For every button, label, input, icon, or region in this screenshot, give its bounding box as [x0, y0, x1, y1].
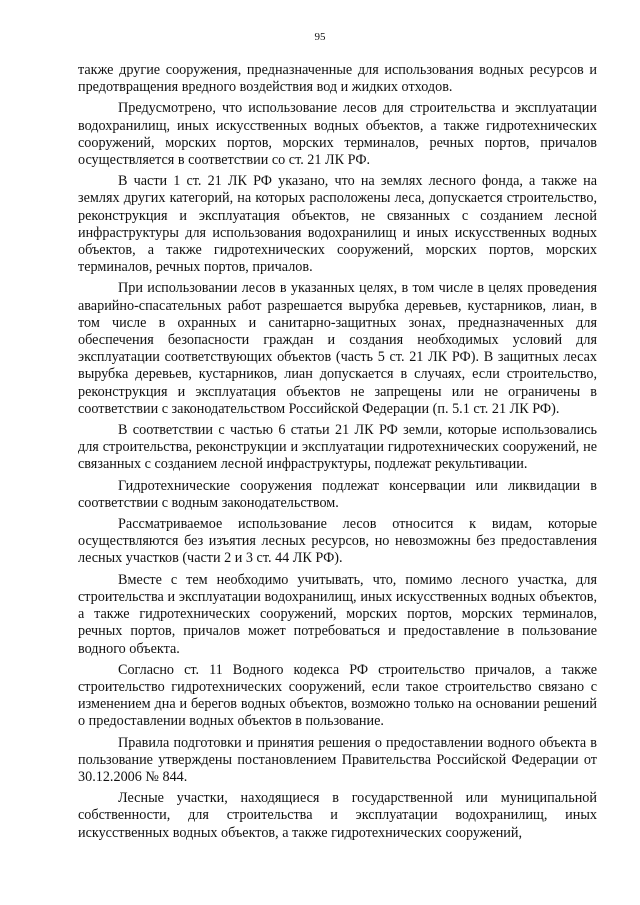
- page-number: 95: [314, 31, 326, 43]
- paragraph: Предусмотрено, что использование лесов для строительства и эксплуатации водохранилищ, иных искусственных водных объектов, а также гидротехнических сооружений, морских портов, морских терминалов, речных портов, причалов осуществляется в соответствии со ст. 21 ЛК РФ.: [78, 100, 597, 169]
- page-body: [78, 62, 597, 846]
- paragraph: Вместе с тем необходимо учитывать, что, помимо лесного участка, для строительства и эксплуатации водохранилищ, иных искусственных водных объектов, а также гидротехнических сооружений, морских портов, морских терминалов, речных портов, причалов может потребоваться и предоставление в пользование водного объекта.: [78, 571, 597, 657]
- paragraph: Рассматриваемое использование лесов относится к видам, которые осуществляются без изъятия лесных ресурсов, но невозможны без предоставления лесных участков (части 2 и 3 ст. 44 ЛК РФ).: [78, 516, 597, 567]
- paragraph: Лесные участки, находящиеся в государственной или муниципальной собственности, для строительства и эксплуатации водохранилищ, иных искусственных водных объектов, а также гидротехнических сооружений,: [78, 790, 597, 841]
- paragraph: Согласно ст. 11 Водного кодекса РФ строительство причалов, а также строительство гидротехнических сооружений, если такое строительство связано с изменением дна и берегов водных объектов, возможно только на основании решений о предоставлении водных объектов в пользование.: [78, 661, 597, 730]
- paragraph: При использовании лесов в указанных целях, в том числе в целях проведения аварийно-спасательных работ разрешается вырубка деревьев, кустарников, лиан, в том числе в охранных и санитарно-защитных зонах, предназначенных для обеспечения безопасности граждан и создания необходимых условий для эксплуатации соответствующих объектов (часть 5 ст. 21 ЛК РФ). В защитных лесах вырубка деревьев, кустарников, лиан допускается в случаях, если строительство, реконструкция и эксплуатация объектов не запрещены или не ограничены в соответствии с законодательством Российской Федерации (п. 5.1 ст. 21 ЛК РФ).: [78, 280, 597, 417]
- paragraph: также другие сооружения, предназначенные для использования водных ресурсов и предотвращения вредного воздействия вод и жидких отходов.: [78, 62, 597, 96]
- paragraph: В соответствии с частью 6 статьи 21 ЛК РФ земли, которые использовались для строительства, реконструкции и эксплуатации гидротехнических сооружений, не связанных с созданием лесной инфраструктуры, подлежат рекультивации.: [78, 422, 597, 473]
- paragraph: В части 1 ст. 21 ЛК РФ указано, что на землях лесного фонда, а также на землях других категорий, на которых расположены леса, допускается строительство, реконструкция и эксплуатация объектов, не связанных с созданием лесной инфраструктуры для использования водохранилищ и иных искусственных водных объектов, а также гидротехнических сооружений, морских портов, морских терминалов, речных портов, причалов.: [78, 173, 597, 276]
- paragraph: Правила подготовки и принятия решения о предоставлении водного объекта в пользование утверждены постановлением Правительства Российской Федерации от 30.12.2006 № 844.: [78, 734, 597, 785]
- paragraph: Гидротехнические сооружения подлежат консервации или ликвидации в соответствии с водным законодательством.: [78, 477, 597, 511]
